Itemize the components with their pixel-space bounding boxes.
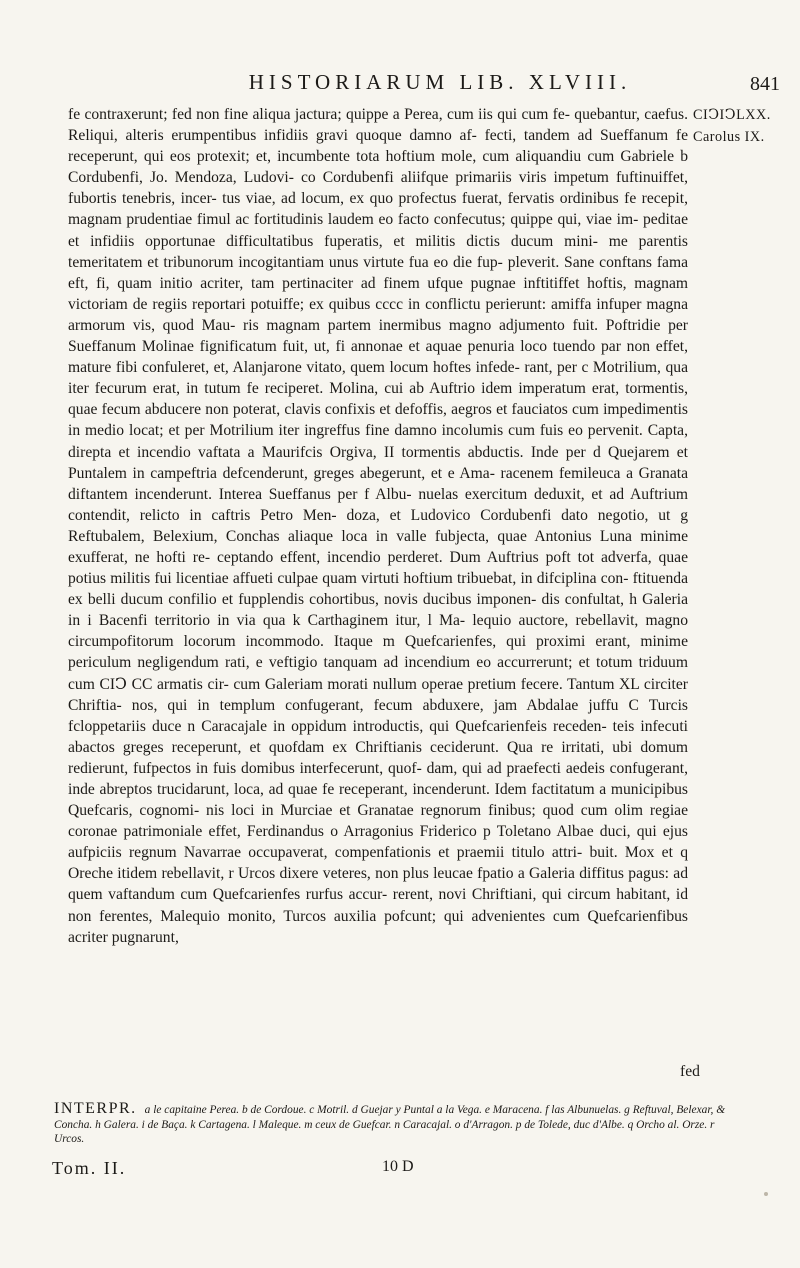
footnotes-heading: INTERPR.: [54, 1100, 137, 1117]
catchword: fed: [680, 1063, 700, 1080]
main-text: [68, 104, 688, 948]
page-number: 841: [750, 73, 780, 95]
footnotes-text: a le capitaine Perea. b de Cordoue. c Motril. d Guejar y Puntal a la Vega. e Maracena. f las Albunuelas. g Reftuval, Belexar, & Concha. h Galera. i de Baça. k Cartagena. l Maleque. m ceux de Guefcar. n Caracajal. o d'Arragon. p de Tolede, duc d'Albe. q Orcho al. Orze. r Urcos.: [54, 1104, 726, 1146]
volume-signature: Tom. II.: [52, 1158, 127, 1178]
paper-speck: [764, 1192, 768, 1196]
main-paragraph: fe contraxerunt; fed non fine aliqua jactura; quippe a Perea, cum iis qui cum fe- quebantur, caefus. Reliqui, alteris erumpentibus infidiis gravi quoque damno af- fecti, tandem ad Sueffanum fe receperunt, qui eos protexit; et, incumbente tota hoftium mole, cum aliquandiu cum Gabriele b Cordubenfi, Jo. Mendoza, Ludovi- co Cordubenfi aliifque primariis viris impetum fuftinuiffet, fubortis tenebris, incer- tus viae, ad locum, ex quo profectus fuerat, fervatis ordinibus fe recepit, magnam prudentiae fimul ac fortitudinis laudem eo facto confecutus; quippe qui, viae im- peditae et infidiis opportunae difficultatibus fuperatis, et militis dictis ducum mini- me parentis temeritatem et tribunorum incogitantiam unus virtute fua eo die fup- pleverit. Sane conftans fama eft, fi, quam initio acriter, tam pertinaciter ad finem ufque pugnae inftitiffet hoftis, magnam victoriam de regiis reportari potuiffe; ex quibus cccc in conflictu perierunt: amiffa infuper magna armorum vis, quod Mau- ris magnam partem inermibus magno adjumento fuit. Poftridie per Sueffanum Molinae fignificatum fuit, ut, fi annonae et aquae penuria loco tuendo par non effet, mature fibi confuleret, et, Alanjarone vitato, quem locum hoftes infede- rant, per c Motrilium, qua iter fecurum erat, in tutum fe reciperet. Molina, cui ab Auftrio idem imperatum erat, tormentis, quae fecum abducere non poterat, clavis confixis et defoffis, aegros et fauciatos cum impedimentis in medio locat; et per Motrilium iter ingreffus fine damno incolumis cum fuis eo pervenit. Capta, direpta et incendio vaftata a Maurifcis Orgiva, II tormentis abductis. Inde per d Quejarem et Puntalem in campeftria defcenderunt, greges abegerunt, et e Ama- racenem femileuca a Granata diftantem incenderunt. Interea Sueffanus per f Albu- nuelas exercitum deduxit, et ad Auftrium contendit, relicto in caftris Petro Men- doza, et Ludovico Cordubenfi dato negotio, ut g Reftubalem, Belexium, Conchas aliaque loca in valle fubjecta, quae Antonius Luna minime exufferat, ne hofti re- ceptando effent, incendio perderet. Dum Auftrius poft tot adverfa, quae potius militis fui licentiae affueti culpae quam virtuti hoftium tribuebat, in difciplina con- ftituenda ex belli ducum confilio et fupplendis cohortibus, novis ducibus imponen- dis confultat, h Galeria in i Bacenfi territorio in via qua k Carthaginem itur, l Ma- lequio auctore, rebellavit, magno circumpofitorum locorum incommodo. Itaque m Quefcarienfes, qui proximi erant, minime periculum negligendum rati, e veftigio tanquam ad incendium eo accurrerunt; et totum triduum cum CIↃ CC armatis cir- cum Galeriam morati nullum operae pretium fecere. Tantum XL circiter Chriftia- nos, qui in templum confugerant, fecum abduxere, jam Abdalae juffu C Turcis fcloppetariis duce n Caracajale in oppidum introductis, qui Quefcarienfeis receden- teis infecuti abactos greges receperunt, et quofdam ex Chriftianis ceciderunt. Qua re irritati, ubi domum redierunt, fufpectos in fuis domibus interfecerunt, quof- dam, qui ad praefecti aedeis confugerant, inde abreptos trucidarunt, loca, ad quae fe receperant, incenderunt. Idem factitatum a municipibus Quefcaris, cognomi- nis loci in Murciae et Granatae regnorum finibus; quod cum olim regiae coronae patrimoniale effet, Ferdinandus o Arragonius Friderico p Toletano Albae duci, qui ejus aufpiciis regnum Navarrae occupaverat, compenfationis et praemii titulo attri- buit. Mox et q Oreche itidem rebellavit, r Urcos dixere veteres, non plus leucae fpatio a Galeria diffitus pagus: ad quem vaftandum cum Quefcarienfes rurfus accur- rerent, novi Chriftiani, qui circum habitant, id non ferentes, Malequio monito, Turcos auxilia pofcunt; qui advenientes cum Quefcarienfibus acriter pugnarunt,: [68, 106, 688, 946]
margin-ruler: Carolus IX.: [693, 129, 765, 145]
footnotes: [54, 1102, 730, 1147]
margin-year: CIↃIↃLXX.: [693, 107, 771, 123]
gathering-mark: 10 D: [382, 1158, 414, 1175]
running-title: HISTORIARUM LIB. XLVIII.: [248, 70, 632, 94]
